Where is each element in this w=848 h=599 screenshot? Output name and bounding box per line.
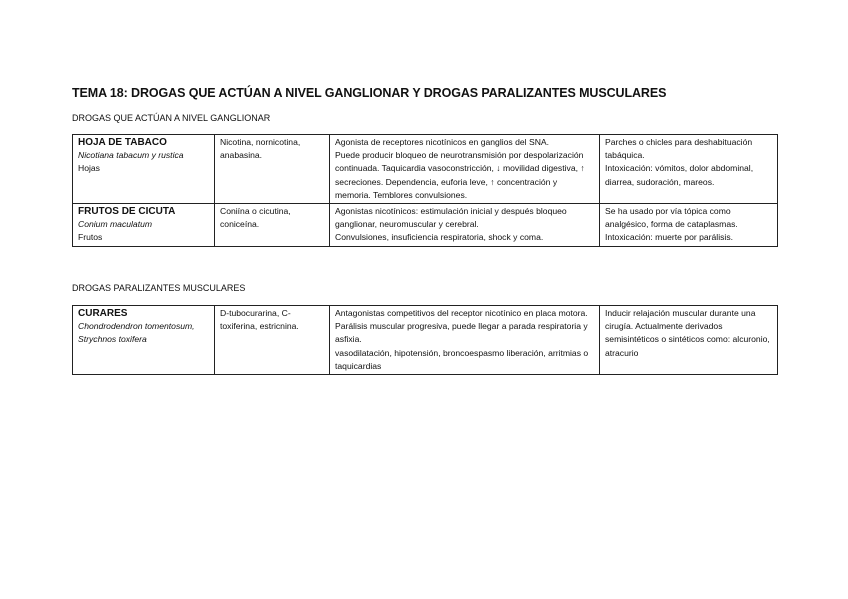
compounds-text: D-tubocurarina, C-toxiferina, estricnina. <box>220 308 299 332</box>
drug-part: Frutos <box>78 232 103 243</box>
drug-species: Chondrodendron tomentosum, Strychnos toxifera <box>78 321 195 345</box>
drug-cell <box>73 204 215 247</box>
uses-text: Parches o chicles para deshabituación tabáquica. <box>605 137 753 161</box>
paralizantes-drugs-table <box>72 305 778 375</box>
compounds-text: Coniína o cicutina, coniceína. <box>220 206 291 230</box>
ganglionar-drugs-table <box>72 134 778 247</box>
table-row <box>73 204 778 247</box>
effects-text: Convulsiones, insuficiencia respiratoria, shock y coma. <box>335 232 544 243</box>
drug-name: FRUTOS DE CICUTA <box>78 206 176 218</box>
effects-text: Agonistas nicotínicos: estimulación inicial y después bloqueo ganglionar, neuromuscular y cerebral. <box>335 206 567 230</box>
effects-text: vasodilatación, hipotensión, broncoespasmo liberación, arritmias o taquicardias <box>335 347 589 371</box>
effects-text: Antagonistas competitivos del receptor nicotínico en placa motora. Parálisis muscular progresiva, puede llegar a parada respiratoria y asfixia. <box>335 308 588 345</box>
section-heading-paralizantes: DROGAS PARALIZANTES MUSCULARES <box>72 283 246 293</box>
compounds-cell <box>215 204 330 247</box>
effects-text: Agonista de receptores nicotínicos en ganglios del SNA. <box>335 137 550 147</box>
drug-species: Nicotiana tabacum y rustica <box>78 150 184 160</box>
effects-cell <box>330 135 600 204</box>
uses-cell <box>600 135 778 204</box>
drug-part: Hojas <box>78 163 100 174</box>
drug-species: Conium maculatum <box>78 219 153 230</box>
effects-cell <box>330 204 600 247</box>
compounds-cell <box>215 135 330 204</box>
compounds-cell <box>215 306 330 375</box>
compounds-text: Nicotina, nornicotina, anabasina. <box>220 137 301 161</box>
page-title: TEMA 18: DROGAS QUE ACTÚAN A NIVEL GANGLIONAR Y DROGAS PARALIZANTES MUSCULARES <box>72 86 667 100</box>
uses-text: Inducir relajación muscular durante una cirugía. Actualmente derivados semisintéticos o sintéticos como: alcuronio, atracurio <box>605 308 770 358</box>
effects-cell <box>330 306 600 375</box>
uses-cell <box>600 204 778 247</box>
uses-text: Se ha usado por vía tópica como analgésico, forma de cataplasmas. <box>605 206 738 230</box>
uses-text: Intoxicación: vómitos, dolor abdominal, diarrea, sudoración, mareos. <box>605 163 754 187</box>
uses-text: Intoxicación: muerte por parálisis. <box>605 232 734 243</box>
table-row <box>73 135 778 204</box>
section-heading-ganglionar: DROGAS QUE ACTÚAN A NIVEL GANGLIONAR <box>72 113 271 123</box>
effects-text: Puede producir bloqueo de neurotransmisión por despolarización continuada. Taquicardia vasoconstricción, ↓ movilidad digestiva, ↑ secreciones. Dependencia, euforia leve, ↑ concentración y memoria. Temblores convulsiones. <box>335 150 585 200</box>
drug-name: CURARES <box>78 308 128 319</box>
table-row <box>73 306 778 375</box>
drug-cell <box>73 135 215 204</box>
uses-cell <box>600 306 778 375</box>
drug-cell <box>73 306 215 375</box>
drug-name: HOJA DE TABACO <box>78 137 167 148</box>
